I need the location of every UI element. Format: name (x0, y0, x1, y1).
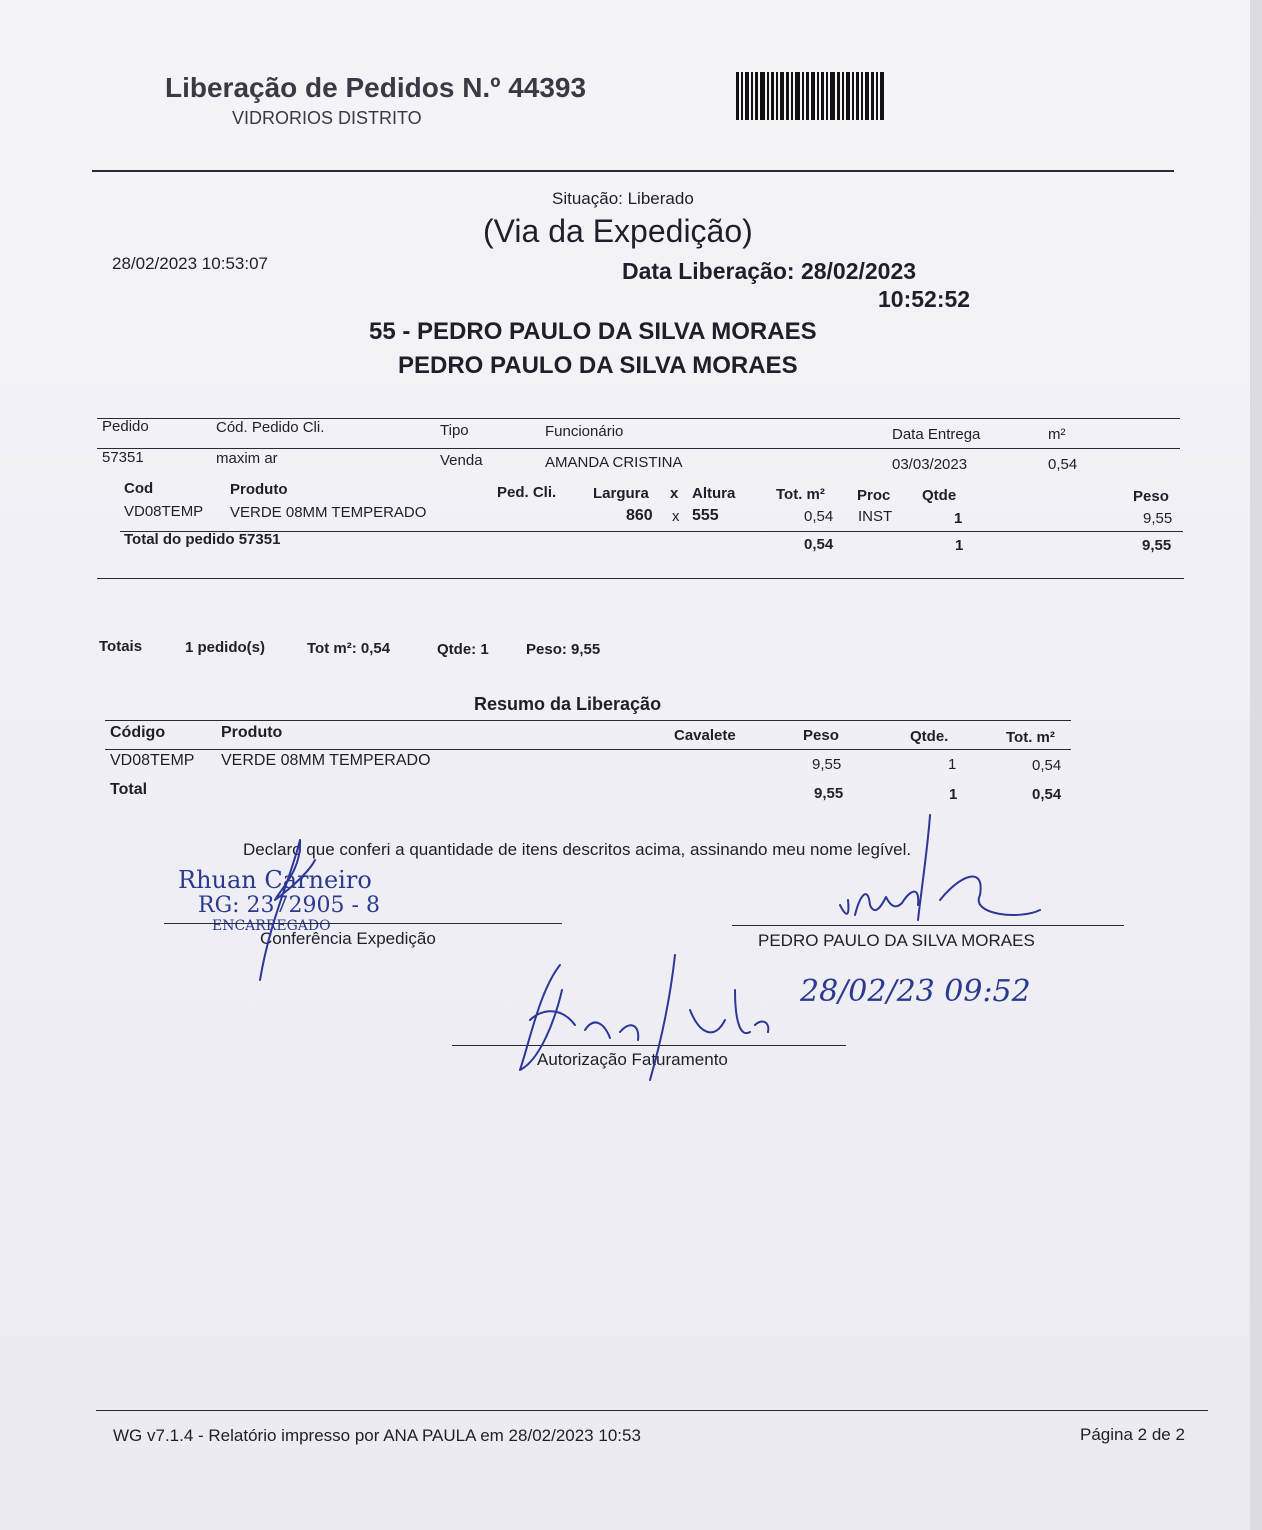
page-edge (1250, 0, 1262, 1530)
cliente-line2: PEDRO PAULO DA SILVA MORAES (398, 352, 798, 379)
resumo-title: Resumo da Liberação (474, 694, 662, 714)
total-pedido-qtde: 1 (955, 537, 964, 554)
item-col-proc: Proc (857, 487, 891, 504)
document-title: Liberação de Pedidos N.º 44393 (165, 72, 587, 103)
totais-label: Totais (99, 638, 143, 655)
col-funcionario: Funcionário (545, 423, 624, 440)
resumo-total-qtde: 1 (949, 786, 958, 803)
col-pedido: Pedido (102, 418, 149, 435)
declaracao-text: Declaro que conferi a quantidade de itens descritos acima, assinando meu nome legível. (243, 840, 912, 859)
item-largura: 860 (626, 507, 653, 524)
resumo-total-peso: 9,55 (814, 785, 844, 802)
stamp-role: ENCARREGADO (212, 918, 331, 934)
hora-liberacao: 10:52:52 (878, 286, 971, 312)
item-x: x (672, 508, 680, 525)
resumo-row-codigo: VD08TEMP (110, 752, 195, 769)
cliente-signature (820, 805, 1060, 935)
footer-printed-by: WG v7.1.4 - Relatório impresso por ANA PAULA em 28/02/2023 10:53 (113, 1426, 641, 1445)
totais-tot-m2: Tot m²: 0,54 (307, 640, 391, 657)
total-pedido-label: Total do pedido 57351 (124, 531, 281, 548)
item-altura: 555 (692, 507, 719, 524)
pedido-data-entrega: 03/03/2023 (892, 456, 968, 473)
item-col-x: x (670, 485, 679, 502)
pedido-bottom-rule (97, 578, 1184, 579)
pedido-header-rule (97, 448, 1180, 449)
stamp-name: Rhuan Carneiro (178, 866, 372, 894)
footer-rule (96, 1410, 1208, 1411)
pedido-m2: 0,54 (1048, 456, 1078, 473)
total-pedido-tot-m2: 0,54 (804, 536, 834, 553)
pedido-numero: 57351 (102, 449, 144, 466)
header-divider (92, 170, 1174, 172)
cliente-label: PEDRO PAULO DA SILVA MORAES (758, 931, 1035, 950)
resumo-top-rule (105, 720, 1071, 721)
data-liberacao: Data Liberação: 28/02/2023 (622, 258, 917, 284)
col-data-entrega: Data Entrega (892, 426, 981, 443)
situacao: Situação: Liberado (552, 189, 694, 208)
col-cod-cli: Cód. Pedido Cli. (216, 419, 325, 436)
item-qtde: 1 (954, 510, 963, 527)
resumo-row-peso: 9,55 (812, 756, 842, 773)
col-tipo: Tipo (440, 422, 469, 439)
conferencia-label: Conferência Expedição (260, 929, 436, 948)
cliente-handwritten-date: 28/02/23 09:52 (800, 974, 1031, 1009)
faturamento-label: Autorização Faturamento (537, 1050, 728, 1069)
item-peso: 9,55 (1143, 510, 1173, 527)
resumo-col-cavalete: Cavalete (674, 727, 736, 744)
item-tot-m2: 0,54 (804, 508, 834, 525)
item-cod: VD08TEMP (124, 503, 204, 520)
total-pedido-peso: 9,55 (1142, 537, 1172, 554)
resumo-col-qtde: Qtde. (910, 728, 949, 745)
resumo-row-tot-m2: 0,54 (1032, 757, 1062, 774)
resumo-header-rule (105, 749, 1071, 750)
resumo-col-tot-m2: Tot. m² (1006, 729, 1055, 746)
item-col-qtde: Qtde (922, 487, 957, 504)
item-col-produto: Produto (230, 481, 288, 498)
pedido-cod-cli: maxim ar (216, 450, 278, 467)
resumo-row-qtde: 1 (948, 756, 957, 773)
totais-peso: Peso: 9,55 (526, 641, 601, 658)
stamp-rg: RG: 2372905 - 8 (198, 893, 380, 918)
faturamento-signature (500, 950, 780, 1090)
resumo-total-label: Total (110, 781, 148, 798)
item-col-peso: Peso (1133, 488, 1169, 505)
resumo-total-tot-m2: 0,54 (1032, 786, 1062, 803)
cliente-line1: 55 - PEDRO PAULO DA SILVA MORAES (369, 318, 817, 345)
company-name: VIDRORIOS DISTRITO (232, 108, 422, 128)
col-m2: m² (1048, 426, 1066, 443)
resumo-col-produto: Produto (221, 724, 283, 741)
pedido-tipo: Venda (440, 452, 483, 469)
item-proc: INST (858, 508, 893, 525)
pedido-funcionario: AMANDA CRISTINA (545, 454, 683, 471)
item-col-largura: Largura (593, 485, 649, 502)
item-col-cod: Cod (124, 480, 154, 497)
resumo-col-peso: Peso (803, 727, 839, 744)
via-label: (Via da Expedição) (483, 213, 753, 249)
resumo-row-produto: VERDE 08MM TEMPERADO (221, 752, 431, 769)
item-col-ped-cli: Ped. Cli. (497, 484, 557, 501)
item-col-altura: Altura (692, 485, 736, 502)
conferencia-signature (240, 830, 360, 990)
totais-qtde: Qtde: 1 (437, 641, 489, 658)
totais-pedidos: 1 pedido(s) (185, 639, 266, 656)
resumo-col-codigo: Código (110, 724, 166, 741)
conferencia-signature-line (164, 923, 562, 924)
barcode (736, 72, 926, 120)
footer-page: Página 2 de 2 (1080, 1425, 1185, 1444)
item-produto: VERDE 08MM TEMPERADO (230, 504, 427, 521)
item-col-tot-m2: Tot. m² (776, 486, 825, 503)
print-datetime: 28/02/2023 10:53:07 (112, 254, 268, 273)
